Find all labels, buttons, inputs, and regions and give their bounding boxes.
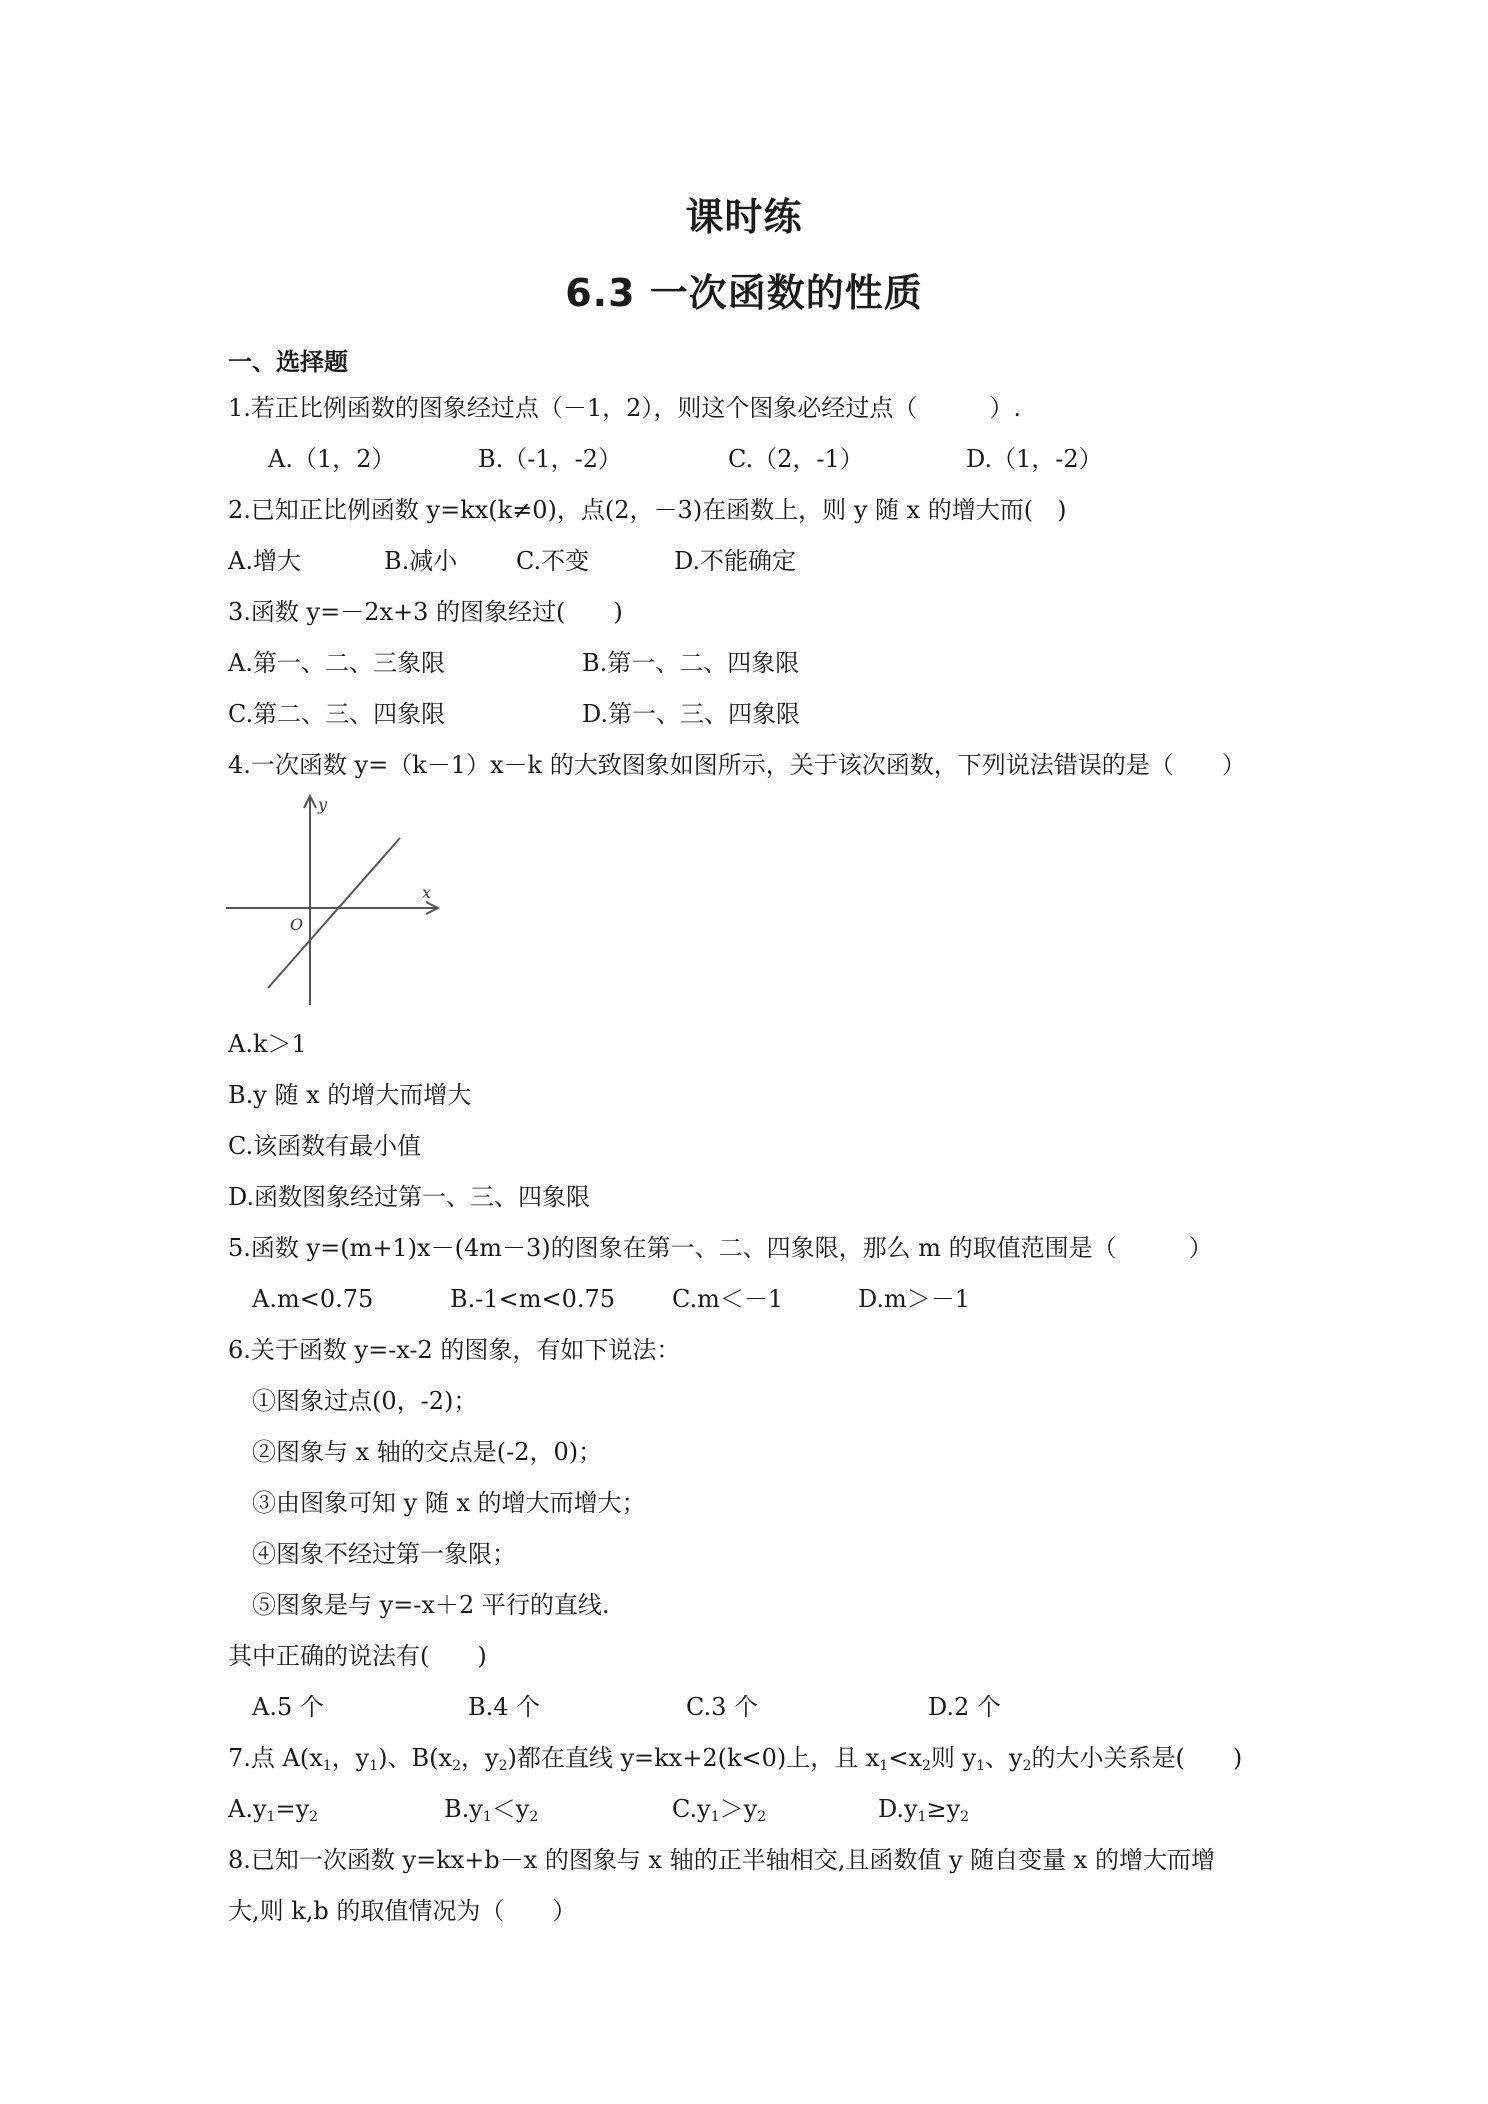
document-title: 课时练 [685, 195, 803, 239]
question-8-stem-line-1: 8.已知一次函数 y=kx+b－x 的图象与 x 轴的正半轴相交,且函数值 y 随自变量 x 的增大而增 [228, 1846, 1215, 1874]
question-5-stem: 5.函数 y=(m+1)x－(4m－3)的图象在第一、二、四象限，那么 m 的取值范围是（ ） [228, 1234, 1213, 1262]
question-6-option-a: A.5 个 [252, 1693, 324, 1721]
question-3-stem: 3.函数 y=－2x+3 的图象经过( ) [228, 598, 623, 626]
lesson-title: 6.3 一次函数的性质 [565, 271, 923, 315]
question-1-stem: 1.若正比例函数的图象经过点（－1，2），则这个图象必经过点（ ）. [228, 394, 1022, 422]
origin-label: O [290, 915, 304, 934]
question-5-option-b: B.-1<m<0.75 [450, 1285, 616, 1313]
question-4-option-a: A.k＞1 [228, 1030, 307, 1058]
question-6-prompt: 其中正确的说法有( ) [228, 1642, 487, 1670]
question-6-option-c: C.3 个 [686, 1693, 759, 1721]
question-3-option-a: A.第一、二、三象限 [228, 649, 445, 677]
question-1-option-c: C.（2，-1） [728, 445, 864, 473]
question-6-option-d: D.2 个 [928, 1693, 1001, 1721]
question-1-option-d: D.（1，-2） [966, 445, 1103, 473]
question-2-option-c: C.不变 [516, 547, 590, 575]
question-4-option-c: C.该函数有最小值 [228, 1132, 422, 1160]
question-2-option-a: A.增大 [228, 547, 301, 575]
question-2-stem: 2.已知正比例函数 y=kx(k≠0)，点(2，－3)在函数上，则 y 随 x 的增大而( ) [228, 496, 1067, 524]
question-5-option-d: D.m＞－1 [858, 1285, 971, 1313]
question-2-option-b: B.减小 [384, 547, 458, 575]
question-6-statement: ①图象过点(0，-2)； [252, 1387, 478, 1415]
section-heading: 一、选择题 [228, 348, 348, 376]
question-1-option-b: B.（-1，-2） [478, 445, 623, 473]
question-4-graph [222, 790, 446, 1010]
x-axis-label: x [422, 883, 432, 902]
question-7-option-c: $C.y_1>y_2$ [672, 1795, 767, 1825]
question-6-statement: ④图象不经过第一象限； [252, 1540, 516, 1568]
question-6-statement: ③由图象可知 y 随 x 的增大而增大； [252, 1489, 646, 1517]
question-4-option-b: B.y 随 x 的增大而增大 [228, 1081, 472, 1109]
question-3-option-d: D.第一、三、四象限 [582, 700, 801, 728]
question-7-stem: 7.点 $A(x_1$，$y_1$)、$B(x_2$，$y_2$)都在直线 y=kx+2(k<0)上，且 $x_1<x_2$则 $y_1$、$y_2$的大小关系是( ) [228, 1744, 1243, 1774]
question-7-option-d: $D.y_1\ge y_2$ [878, 1795, 970, 1825]
y-axis-label: y [318, 795, 328, 814]
question-5-option-c: C.m＜－1 [672, 1285, 784, 1313]
function-line [268, 838, 400, 988]
question-4-option-d: D.函数图象经过第一、三、四象限 [228, 1183, 591, 1211]
question-8-stem-line-2: 大,则 k,b 的取值情况为（ ） [228, 1897, 577, 1925]
question-3-option-c: C.第二、三、四象限 [228, 700, 446, 728]
question-3-option-b: B.第一、二、四象限 [582, 649, 800, 677]
question-7-option-b: $B.y_1<y_2$ [444, 1795, 539, 1825]
question-1-option-a: A.（1，2） [268, 445, 396, 473]
question-2-option-d: D.不能确定 [674, 547, 797, 575]
question-7-option-a: $A.y_1=y_2$ [228, 1795, 319, 1825]
question-5-option-a: A.m<0.75 [252, 1285, 374, 1313]
question-4-stem: 4.一次函数 y=（k－1）x－k 的大致图象如图所示，关于该次函数，下列说法错误的是（ ） [228, 751, 1246, 779]
question-6-stem: 6.关于函数 y=-x-2 的图象，有如下说法： [228, 1336, 681, 1364]
question-6-statement: ②图象与 x 轴的交点是(-2，0)； [252, 1438, 603, 1466]
question-6-statement: ⑤图象是与 y=-x＋2 平行的直线. [252, 1591, 610, 1619]
question-6-option-b: B.4 个 [468, 1693, 541, 1721]
